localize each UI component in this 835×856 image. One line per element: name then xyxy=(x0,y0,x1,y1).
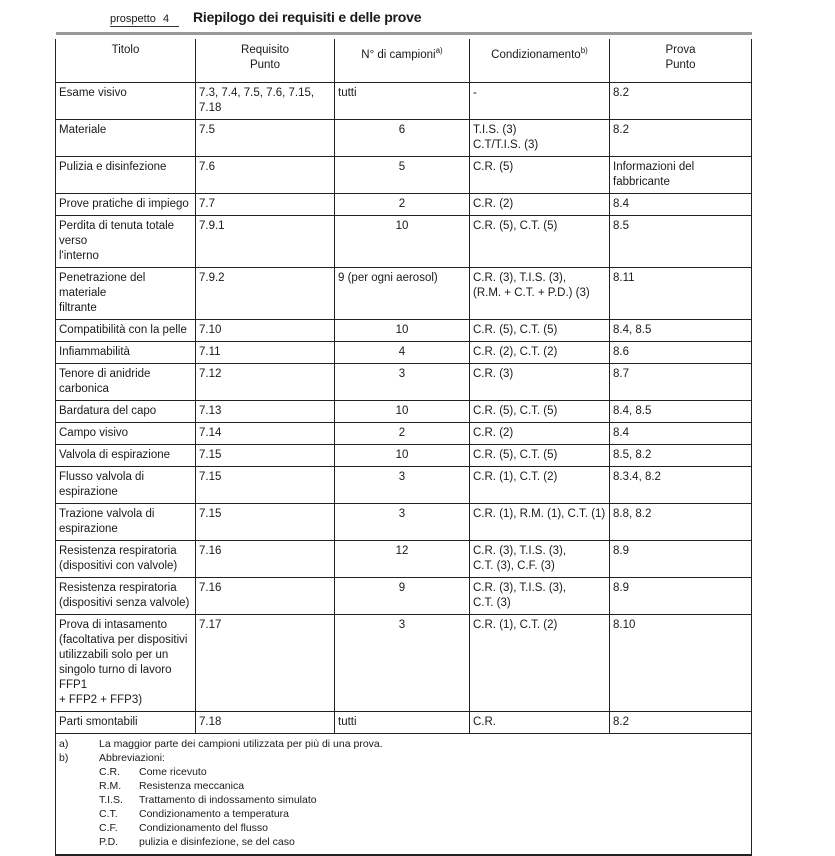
cell-campioni: 9 (per ogni aerosol) xyxy=(335,268,470,320)
cell-prova-line: 8.2 xyxy=(613,716,629,728)
cell-titolo-line: Penetrazione del materiale xyxy=(59,272,146,299)
cell-condizionamento xyxy=(470,364,610,401)
cell-condizionamento xyxy=(470,268,610,320)
cell-prova-line: 8.2 xyxy=(613,124,629,136)
footnote-a-marker: a) xyxy=(59,738,69,750)
header-campioni xyxy=(335,39,470,83)
table-row xyxy=(56,401,752,423)
requirements-table xyxy=(55,32,752,856)
abbreviation-value: Come ricevuto xyxy=(139,766,207,778)
header-prova-line2: Punto xyxy=(665,59,696,71)
cell-requisito: 7.15 xyxy=(196,504,335,541)
abbreviation-value: Trattamento di indossamento simulato xyxy=(139,794,317,806)
abbreviation-value: Resistenza meccanica xyxy=(139,780,245,792)
cell-prova-line: 8.5, 8.2 xyxy=(613,449,652,461)
cell-prova-line: 8.4 xyxy=(613,198,629,210)
table-row xyxy=(56,83,752,120)
cell-titolo-line: l'interno xyxy=(59,250,99,262)
cell-titolo xyxy=(56,423,196,445)
cell-prova xyxy=(610,364,752,401)
cell-prova xyxy=(610,216,752,268)
table-row xyxy=(56,342,752,364)
abbreviation-item xyxy=(99,807,748,821)
footnote-ref-a: a) xyxy=(435,46,443,55)
cell-prova-line: 8.11 xyxy=(613,272,635,284)
cell-prova xyxy=(610,194,752,216)
cell-prova xyxy=(610,445,752,467)
cell-titolo xyxy=(56,401,196,423)
cell-titolo xyxy=(56,541,196,578)
cell-condizionamento-line: - xyxy=(473,87,477,99)
abbreviation-list xyxy=(59,765,748,849)
cell-prova-line: 8.9 xyxy=(613,582,629,594)
abbreviation-item xyxy=(99,765,748,779)
cell-condizionamento-line: C.R. xyxy=(473,716,496,728)
header-requisito xyxy=(196,39,335,83)
cell-titolo-line: Trazione valvola di xyxy=(59,508,155,520)
cell-prova-line: 8.9 xyxy=(613,545,629,557)
cell-requisito: 7.9.2 xyxy=(196,268,335,320)
cell-titolo-line: Materiale xyxy=(59,124,107,136)
abbreviation-item xyxy=(99,793,748,807)
cell-prova-line: 8.4, 8.5 xyxy=(613,405,652,417)
cell-titolo xyxy=(56,615,196,712)
table-row xyxy=(56,423,752,445)
abbreviation-value: pulizia e disinfezione, se del caso xyxy=(139,836,295,848)
cell-condizionamento xyxy=(470,157,610,194)
cell-condizionamento-line: C.R. (5), C.T. (5) xyxy=(473,220,558,232)
cell-titolo xyxy=(56,467,196,504)
table-row xyxy=(56,216,752,268)
cell-requisito: 7.15 xyxy=(196,445,335,467)
cell-prova-line: 8.10 xyxy=(613,619,636,631)
cell-condizionamento-line: C.R. (1), C.T. (2) xyxy=(473,619,558,631)
cell-prova xyxy=(610,83,752,120)
cell-prova-line: 8.4, 8.5 xyxy=(613,324,652,336)
cell-titolo-line: Pulizia e disinfezione xyxy=(59,161,167,173)
cell-requisito: 7.12 xyxy=(196,364,335,401)
cell-campioni: 3 xyxy=(335,467,470,504)
cell-titolo-line: (dispositivi con valvole) xyxy=(59,560,178,572)
header-row xyxy=(56,39,752,83)
cell-prova xyxy=(610,320,752,342)
cell-titolo-line: Parti smontabili xyxy=(59,716,138,728)
cell-titolo xyxy=(56,712,196,734)
table-row xyxy=(56,578,752,615)
cell-prova xyxy=(610,342,752,364)
cell-condizionamento-line: C.R. (3) xyxy=(473,368,514,380)
cell-condizionamento xyxy=(470,401,610,423)
cell-campioni: 12 xyxy=(335,541,470,578)
cell-requisito: 7.9.1 xyxy=(196,216,335,268)
cell-titolo xyxy=(56,364,196,401)
cell-titolo-line: Esame visivo xyxy=(59,87,127,99)
abbreviation-value: Condizionamento a temperatura xyxy=(139,808,290,820)
cell-requisito: 7.18 xyxy=(196,712,335,734)
table-row xyxy=(56,541,752,578)
header-prova xyxy=(610,39,752,83)
table-row xyxy=(56,120,752,157)
cell-prova xyxy=(610,268,752,320)
cell-campioni: tutti xyxy=(335,83,470,120)
cell-condizionamento xyxy=(470,712,610,734)
cell-campioni: 3 xyxy=(335,504,470,541)
cell-condizionamento-line: C.R. (3), T.I.S. (3), xyxy=(473,272,567,284)
cell-condizionamento xyxy=(470,504,610,541)
table-row xyxy=(56,157,752,194)
footnote-b-text: Abbreviazioni: xyxy=(99,752,165,764)
abbreviation-item xyxy=(99,835,748,849)
cell-condizionamento-line: C.R. (3), T.I.S. (3), xyxy=(473,582,567,594)
caption-label: prospetto xyxy=(110,13,163,27)
cell-condizionamento-line: C.T/T.I.S. (3) xyxy=(473,139,539,151)
cell-titolo-line: (dispositivi senza valvole) xyxy=(59,597,190,609)
cell-campioni: 4 xyxy=(335,342,470,364)
header-condizionamento xyxy=(470,39,610,83)
cell-titolo xyxy=(56,342,196,364)
cell-condizionamento xyxy=(470,194,610,216)
table-body xyxy=(56,83,752,734)
cell-titolo-line: Resistenza respiratoria xyxy=(59,582,177,594)
footnote-ref-b: b) xyxy=(580,46,588,55)
cell-prova-line: 8.4 xyxy=(613,427,629,439)
cell-campioni: tutti xyxy=(335,712,470,734)
cell-titolo xyxy=(56,157,196,194)
cell-requisito: 7.11 xyxy=(196,342,335,364)
cell-prova xyxy=(610,467,752,504)
table-row xyxy=(56,268,752,320)
cell-condizionamento-line: C.R. (2) xyxy=(473,427,514,439)
cell-condizionamento-line: (R.M. + C.T. + P.D.) (3) xyxy=(473,287,590,299)
cell-condizionamento-line: C.T. (3) xyxy=(473,597,511,609)
cell-titolo-line: Infiammabilità xyxy=(59,346,130,358)
cell-condizionamento-line: C.R. (5) xyxy=(473,161,514,173)
footnotes xyxy=(56,734,752,856)
cell-prova xyxy=(610,423,752,445)
table-row xyxy=(56,712,752,734)
cell-condizionamento xyxy=(470,342,610,364)
cell-requisito: 7.7 xyxy=(196,194,335,216)
cell-condizionamento-line: C.R. (5), C.T. (5) xyxy=(473,324,558,336)
cell-condizionamento xyxy=(470,320,610,342)
cell-titolo-line: carbonica xyxy=(59,383,109,395)
cell-condizionamento-line: T.I.S. (3) xyxy=(473,124,517,136)
caption-number: 4 xyxy=(163,13,179,27)
cell-prova xyxy=(610,615,752,712)
cell-condizionamento-line: C.R. (5), C.T. (5) xyxy=(473,405,558,417)
cell-condizionamento xyxy=(470,615,610,712)
cell-requisito: 7.16 xyxy=(196,578,335,615)
cell-requisito: 7.15 xyxy=(196,467,335,504)
header-titolo xyxy=(56,39,196,83)
abbreviation-key: C.R. xyxy=(99,766,120,778)
header-requisito-line2: Punto xyxy=(249,59,281,71)
cell-titolo xyxy=(56,268,196,320)
cell-titolo xyxy=(56,320,196,342)
table-row xyxy=(56,615,752,712)
header-campioni-text: N° di campioni xyxy=(361,48,436,61)
cell-prova-line: 8.6 xyxy=(613,346,629,358)
cell-requisito: 7.17 xyxy=(196,615,335,712)
footnote-b xyxy=(59,751,748,765)
cell-campioni: 10 xyxy=(335,320,470,342)
header-titolo-text: Titolo xyxy=(111,44,140,56)
cell-campioni: 10 xyxy=(335,445,470,467)
abbreviation-item xyxy=(99,821,748,835)
cell-condizionamento xyxy=(470,216,610,268)
abbreviation-key: C.F. xyxy=(99,822,118,834)
cell-prova xyxy=(610,578,752,615)
caption-title: Riepilogo dei requisiti e delle prove xyxy=(193,9,422,25)
cell-titolo-line: Prove pratiche di impiego xyxy=(59,198,189,210)
cell-titolo xyxy=(56,83,196,120)
cell-prova xyxy=(610,120,752,157)
cell-prova xyxy=(610,401,752,423)
footnote-a xyxy=(59,737,748,751)
abbreviation-value: Condizionamento del flusso xyxy=(139,822,268,834)
cell-condizionamento xyxy=(470,423,610,445)
cell-prova-line: 8.8, 8.2 xyxy=(613,508,652,520)
cell-campioni: 10 xyxy=(335,216,470,268)
header-requisito-line1: Requisito xyxy=(241,44,289,56)
cell-titolo-line: Valvola di espirazione xyxy=(59,449,171,461)
cell-campioni: 9 xyxy=(335,578,470,615)
cell-titolo-line: Flusso valvola di espirazione xyxy=(59,471,145,498)
cell-condizionamento xyxy=(470,83,610,120)
cell-titolo-line: espirazione xyxy=(59,523,118,535)
abbreviation-key: P.D. xyxy=(99,836,119,848)
cell-titolo-line: Perdita di tenuta totale verso xyxy=(59,220,175,247)
cell-prova-line: fabbricante xyxy=(613,176,670,188)
cell-titolo xyxy=(56,504,196,541)
cell-prova-line: 8.2 xyxy=(613,87,629,99)
footnote-b-marker: b) xyxy=(59,752,69,764)
cell-titolo-line: Compatibilità con la pelle xyxy=(59,324,187,336)
cell-prova-line: 8.7 xyxy=(613,368,629,380)
footnote-row xyxy=(56,734,752,856)
cell-condizionamento-line: C.R. (2), C.T. (2) xyxy=(473,346,558,358)
header-prova-line1: Prova xyxy=(665,44,696,56)
cell-titolo-line: (facoltativa per dispositivi xyxy=(59,634,188,646)
cell-prova-line: 8.3.4, 8.2 xyxy=(613,471,661,483)
cell-requisito: 7.16 xyxy=(196,541,335,578)
abbreviation-key: T.I.S. xyxy=(99,794,123,806)
cell-requisito: 7.10 xyxy=(196,320,335,342)
table-row xyxy=(56,194,752,216)
table-row xyxy=(56,467,752,504)
cell-titolo-line: utilizzabili solo per un xyxy=(59,649,169,661)
cell-prova-line: Informazioni del xyxy=(613,161,695,173)
cell-prova xyxy=(610,541,752,578)
cell-titolo-line: Bardatura del capo xyxy=(59,405,157,417)
cell-requisito: 7.6 xyxy=(196,157,335,194)
cell-titolo-line: Resistenza respiratoria xyxy=(59,545,177,557)
cell-titolo-line: + FFP2 + FFP3) xyxy=(59,694,143,706)
cell-campioni: 2 xyxy=(335,423,470,445)
cell-titolo xyxy=(56,216,196,268)
cell-titolo-line: filtrante xyxy=(59,302,97,314)
cell-condizionamento xyxy=(470,467,610,504)
cell-condizionamento xyxy=(470,541,610,578)
cell-campioni: 3 xyxy=(335,364,470,401)
cell-titolo xyxy=(56,578,196,615)
cell-condizionamento xyxy=(470,578,610,615)
cell-titolo-line: Campo visivo xyxy=(59,427,129,439)
cell-prova xyxy=(610,504,752,541)
abbreviation-key: R.M. xyxy=(99,780,122,792)
cell-requisito: 7.14 xyxy=(196,423,335,445)
table-row xyxy=(56,364,752,401)
abbreviation-item xyxy=(99,779,748,793)
cell-prova xyxy=(610,712,752,734)
cell-campioni: 10 xyxy=(335,401,470,423)
cell-titolo xyxy=(56,194,196,216)
cell-titolo-line: Tenore di anidride xyxy=(59,368,151,380)
table-row xyxy=(56,445,752,467)
cell-condizionamento-line: C.R. (1), C.T. (2) xyxy=(473,471,558,483)
cell-requisito: 7.3, 7.4, 7.5, 7.6, 7.15, 7.18 xyxy=(196,83,335,120)
table-row xyxy=(56,320,752,342)
table-caption xyxy=(110,9,421,27)
cell-titolo xyxy=(56,445,196,467)
cell-condizionamento-line: C.R. (2) xyxy=(473,198,514,210)
cell-campioni: 5 xyxy=(335,157,470,194)
cell-condizionamento xyxy=(470,445,610,467)
cell-titolo xyxy=(56,120,196,157)
cell-campioni: 2 xyxy=(335,194,470,216)
footnote-a-text: La maggior parte dei campioni utilizzata per più di una prova. xyxy=(99,738,383,750)
cell-campioni: 3 xyxy=(335,615,470,712)
table-row xyxy=(56,504,752,541)
cell-condizionamento-line: C.R. (5), C.T. (5) xyxy=(473,449,558,461)
header-condizionamento-text: Condizionamento xyxy=(491,48,581,61)
cell-requisito: 7.5 xyxy=(196,120,335,157)
cell-titolo-line: Prova di intasamento xyxy=(59,619,168,631)
cell-prova-line: 8.5 xyxy=(613,220,629,232)
cell-prova xyxy=(610,157,752,194)
cell-condizionamento-line: C.R. (1), R.M. (1), C.T. (1) xyxy=(473,508,606,520)
cell-titolo-line: singolo turno di lavoro FFP1 xyxy=(59,664,172,691)
cell-requisito: 7.13 xyxy=(196,401,335,423)
cell-condizionamento xyxy=(470,120,610,157)
abbreviation-key: C.T. xyxy=(99,808,118,820)
cell-condizionamento-line: C.R. (3), T.I.S. (3), xyxy=(473,545,567,557)
cell-condizionamento-line: C.T. (3), C.F. (3) xyxy=(473,560,555,572)
cell-campioni: 6 xyxy=(335,120,470,157)
